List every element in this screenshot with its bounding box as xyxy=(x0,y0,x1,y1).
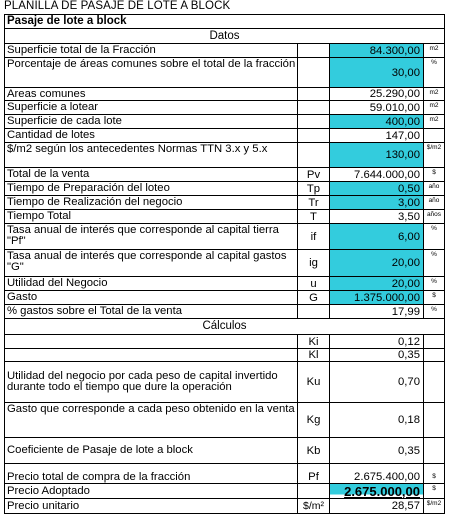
row-symbol xyxy=(298,115,330,129)
row-tasa-tierra xyxy=(4,224,445,250)
row-label: Precio unitario xyxy=(4,499,298,514)
row-unit: % xyxy=(424,224,445,250)
row-symbol: if xyxy=(298,224,330,250)
row-unit xyxy=(424,335,445,349)
row-label: Coeficiente de Pasaje de lote a block xyxy=(4,438,298,464)
row-symbol xyxy=(298,143,330,168)
row-unit: % xyxy=(424,250,445,277)
row-unit: % xyxy=(424,58,445,88)
row-label: Total de la venta xyxy=(4,168,298,182)
value-cell[interactable]: 17,99 xyxy=(330,305,424,319)
row-symbol xyxy=(298,58,330,88)
row-unit: $/m2 xyxy=(424,499,445,514)
value-cell[interactable]: 25.290,00 xyxy=(330,88,424,101)
row-superficie-lote xyxy=(4,115,445,129)
row-superficie-total xyxy=(4,44,445,58)
row-symbol xyxy=(298,44,330,58)
row-unit xyxy=(424,403,445,438)
row-symbol: u xyxy=(298,277,330,291)
row-symbol: Kg xyxy=(298,403,330,438)
input-cell[interactable]: 20,00 xyxy=(330,250,424,277)
row-label: Tiempo de Preparación del loteo xyxy=(4,182,298,196)
row-unit: años xyxy=(424,210,445,224)
input-cell[interactable]: 6,00 xyxy=(330,224,424,250)
row-precio-m2 xyxy=(4,143,445,168)
section-datos: Datos xyxy=(4,29,445,44)
row-symbol: T xyxy=(298,210,330,224)
value-cell[interactable]: 7.644.000,00 xyxy=(330,168,424,182)
row-label: Utilidad del negocio por cada peso de capital invertido durante todo el tiempo que dure la operación xyxy=(4,362,298,403)
row-tiempo-total xyxy=(4,210,445,224)
row-label: Areas comunes xyxy=(4,88,298,101)
section-calculos: Cálculos xyxy=(4,319,445,335)
value-cell[interactable]: 0,18 xyxy=(330,403,424,438)
row-tiempo-preparacion xyxy=(4,182,445,196)
row-unit: % xyxy=(424,305,445,319)
row-symbol xyxy=(298,129,330,143)
row-label: Tasa anual de interés que corresponde al capital tierra "Pf" xyxy=(4,224,298,250)
value-cell[interactable]: 147,00 xyxy=(330,129,424,143)
row-unit: año xyxy=(424,182,445,196)
input-cell[interactable]: 2.675.000,00 xyxy=(330,484,424,499)
input-cell[interactable]: 30,00 xyxy=(330,58,424,88)
row-tasa-gastos xyxy=(4,250,445,277)
row-unit xyxy=(424,349,445,362)
value-cell[interactable]: 3,50 xyxy=(330,210,424,224)
value-cell[interactable]: 0,35 xyxy=(330,349,424,362)
input-cell[interactable]: 20,00 xyxy=(330,277,424,291)
row-kl xyxy=(4,349,445,362)
input-cell[interactable]: 84.300,00 xyxy=(330,44,424,58)
row-label: % gastos sobre el Total de la venta xyxy=(4,305,298,319)
row-unit: m2 xyxy=(424,101,445,115)
value-cell[interactable]: 2.675.400,00 xyxy=(330,464,424,484)
row-unit: % xyxy=(424,277,445,291)
row-symbol xyxy=(298,88,330,101)
row-precio-adoptado xyxy=(4,484,445,499)
row-total-venta xyxy=(4,168,445,182)
input-cell[interactable]: 130,00 xyxy=(330,143,424,168)
table-header: Pasaje de lote a block xyxy=(4,14,445,29)
row-superficie-lotear xyxy=(4,101,445,115)
row-gasto xyxy=(4,291,445,305)
row-unit: m2 xyxy=(424,88,445,101)
row-label: Gasto xyxy=(4,291,298,305)
row-label: Tiempo Total xyxy=(4,210,298,224)
row-label xyxy=(4,349,298,362)
row-kb xyxy=(4,438,445,464)
row-unit: $ xyxy=(424,464,445,484)
input-cell[interactable]: 1.375.000,00 xyxy=(330,291,424,305)
row-label xyxy=(4,335,298,349)
row-symbol: ig xyxy=(298,250,330,277)
row-symbol: G xyxy=(298,291,330,305)
row-symbol: $/m² xyxy=(298,499,330,514)
row-precio-total xyxy=(4,464,445,484)
row-unit xyxy=(424,362,445,403)
input-cell[interactable]: 3,00 xyxy=(330,196,424,210)
row-label: Tiempo de Realización del negocio xyxy=(4,196,298,210)
value-cell[interactable]: 28,57 xyxy=(330,499,424,514)
row-symbol: Tr xyxy=(298,196,330,210)
row-label: Superficie a lotear xyxy=(4,101,298,115)
row-ku xyxy=(4,362,445,403)
row-symbol xyxy=(298,305,330,319)
row-unit xyxy=(424,438,445,464)
sheet-title: PLANILLA DE PASAJE DE LOTE A BLOCK xyxy=(4,0,231,12)
row-label: Tasa anual de interés que corresponde al capital gastos "G" xyxy=(4,250,298,277)
row-symbol: Ku xyxy=(298,362,330,403)
row-label: Porcentaje de áreas comunes sobre el total de la fracción xyxy=(4,58,298,88)
row-unit: m2 xyxy=(424,44,445,58)
row-label: Gasto que corresponde a cada peso obtenido en la venta xyxy=(4,403,298,438)
row-label: Superficie de cada lote xyxy=(4,115,298,129)
row-unit: $ xyxy=(424,168,445,182)
row-unit: m2 xyxy=(424,115,445,129)
row-label: Utilidad del Negocio xyxy=(4,277,298,291)
row-unit: año xyxy=(424,196,445,210)
row-tiempo-realizacion xyxy=(4,196,445,210)
row-kg xyxy=(4,403,445,438)
row-symbol: Ki xyxy=(298,335,330,349)
row-label: Superficie total de la Fracción xyxy=(4,44,298,58)
row-symbol: Kl xyxy=(298,349,330,362)
value-cell[interactable]: 0,35 xyxy=(330,438,424,464)
row-label: Precio Adoptado xyxy=(4,484,298,499)
row-symbol: Tp xyxy=(298,182,330,196)
row-symbol xyxy=(298,484,330,499)
row-areas-comunes xyxy=(4,88,445,101)
row-porcentaje-gastos xyxy=(4,305,445,319)
row-porcentaje-areas xyxy=(4,58,445,88)
row-symbol: Pv xyxy=(298,168,330,182)
row-unit: $ xyxy=(424,484,445,499)
row-label: Precio total de compra de la fracción xyxy=(4,464,298,484)
row-label: $/m2 según los antecedentes Normas TTN 3.x y 5.x xyxy=(4,143,298,168)
row-unit: $/m2 xyxy=(424,143,445,168)
input-cell[interactable]: 0,50 xyxy=(330,182,424,196)
row-symbol xyxy=(298,101,330,115)
row-precio-unitario xyxy=(4,499,445,514)
row-symbol: Kb xyxy=(298,438,330,464)
row-unit: $ xyxy=(424,291,445,305)
input-cell[interactable]: 400,00 xyxy=(330,115,424,129)
row-label: Cantidad de lotes xyxy=(4,129,298,143)
value-cell[interactable]: 59.010,00 xyxy=(330,101,424,115)
row-ki xyxy=(4,335,445,349)
value-cell[interactable]: 0,12 xyxy=(330,335,424,349)
row-cantidad-lotes xyxy=(4,129,445,143)
row-utilidad xyxy=(4,277,445,291)
row-symbol: Pf xyxy=(298,464,330,484)
value-cell[interactable]: 0,70 xyxy=(330,362,424,403)
row-unit xyxy=(424,129,445,143)
